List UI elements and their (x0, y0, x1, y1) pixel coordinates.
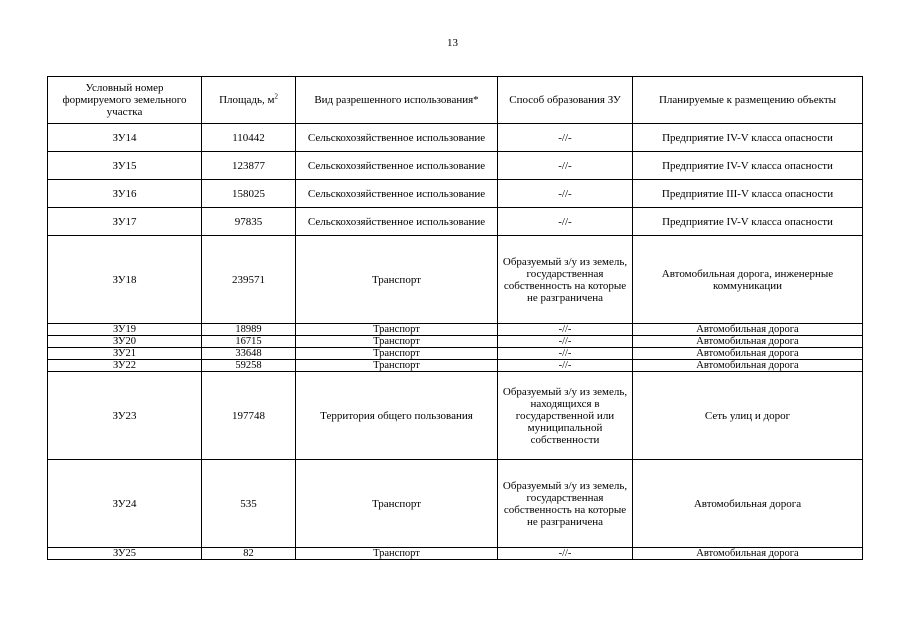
cell-planned-objects: Автомобильная дорога, инженерные коммуникации (633, 236, 863, 324)
cell-area: 33648 (202, 348, 296, 360)
cell-area: 110442 (202, 124, 296, 152)
header-area (202, 77, 296, 124)
header-area-unit-exponent: 2 (274, 92, 278, 101)
table-header-row (48, 77, 863, 124)
cell-formation-method: -//- (498, 324, 633, 336)
cell-formation-method: -//- (498, 348, 633, 360)
cell-permitted-use: Сельскохозяйственное использование (296, 124, 498, 152)
cell-plot-number: ЗУ15 (48, 152, 202, 180)
cell-plot-number: ЗУ16 (48, 180, 202, 208)
cell-permitted-use: Сельскохозяйственное использование (296, 180, 498, 208)
cell-planned-objects: Сеть улиц и дорог (633, 372, 863, 460)
cell-formation-method: -//- (498, 180, 633, 208)
table-row (48, 348, 863, 360)
cell-formation-method: -//- (498, 208, 633, 236)
cell-formation-method: Образуемый з/у из земель, государственная собственность на которые не разграничена (498, 236, 633, 324)
cell-permitted-use: Транспорт (296, 548, 498, 560)
page-number: 13 (447, 37, 458, 49)
cell-plot-number: ЗУ17 (48, 208, 202, 236)
header-plot-number: Условный номер формируемого земельного участка (48, 77, 202, 124)
cell-formation-method: -//- (498, 336, 633, 348)
cell-plot-number: ЗУ18 (48, 236, 202, 324)
cell-permitted-use: Транспорт (296, 460, 498, 548)
cell-plot-number: ЗУ23 (48, 372, 202, 460)
cell-plot-number: ЗУ25 (48, 548, 202, 560)
table-row (48, 372, 863, 460)
cell-permitted-use: Транспорт (296, 336, 498, 348)
table-row (48, 152, 863, 180)
cell-plot-number: ЗУ14 (48, 124, 202, 152)
cell-formation-method: -//- (498, 152, 633, 180)
table-row (48, 360, 863, 372)
cell-area: 535 (202, 460, 296, 548)
cell-planned-objects: Автомобильная дорога (633, 460, 863, 548)
cell-plot-number: ЗУ22 (48, 360, 202, 372)
header-formation-method: Способ образования ЗУ (498, 77, 633, 124)
table-row (48, 236, 863, 324)
cell-permitted-use: Транспорт (296, 348, 498, 360)
table-row (48, 208, 863, 236)
table-row (48, 180, 863, 208)
cell-area: 16715 (202, 336, 296, 348)
cell-planned-objects: Предприятие III-V класса опасности (633, 180, 863, 208)
cell-planned-objects: Автомобильная дорога (633, 336, 863, 348)
cell-planned-objects: Предприятие IV-V класса опасности (633, 208, 863, 236)
cell-permitted-use: Территория общего пользования (296, 372, 498, 460)
land-plots-table (47, 76, 863, 560)
cell-formation-method: -//- (498, 548, 633, 560)
cell-permitted-use: Сельскохозяйственное использование (296, 152, 498, 180)
cell-formation-method: Образуемый з/у из земель, государственная собственность на которые не разграничена (498, 460, 633, 548)
cell-plot-number: ЗУ24 (48, 460, 202, 548)
cell-area: 158025 (202, 180, 296, 208)
cell-planned-objects: Автомобильная дорога (633, 348, 863, 360)
cell-area: 197748 (202, 372, 296, 460)
cell-area: 82 (202, 548, 296, 560)
cell-area: 59258 (202, 360, 296, 372)
cell-area: 239571 (202, 236, 296, 324)
cell-area: 18989 (202, 324, 296, 336)
cell-planned-objects: Автомобильная дорога (633, 324, 863, 336)
cell-planned-objects: Автомобильная дорога (633, 360, 863, 372)
header-permitted-use: Вид разрешенного использования* (296, 77, 498, 124)
table-row (48, 324, 863, 336)
table-row (48, 124, 863, 152)
table-row (48, 460, 863, 548)
header-area-label: Площадь, м (219, 94, 275, 106)
cell-permitted-use: Транспорт (296, 360, 498, 372)
cell-formation-method: Образуемый з/у из земель, находящихся в государственной или муниципальной собственности (498, 372, 633, 460)
cell-planned-objects: Предприятие IV-V класса опасности (633, 152, 863, 180)
cell-formation-method: -//- (498, 124, 633, 152)
cell-area: 123877 (202, 152, 296, 180)
cell-planned-objects: Автомобильная дорога (633, 548, 863, 560)
cell-planned-objects: Предприятие IV-V класса опасности (633, 124, 863, 152)
cell-permitted-use: Транспорт (296, 236, 498, 324)
table-row (48, 548, 863, 560)
cell-plot-number: ЗУ19 (48, 324, 202, 336)
cell-plot-number: ЗУ20 (48, 336, 202, 348)
cell-formation-method: -//- (498, 360, 633, 372)
header-planned-objects: Планируемые к размещению объекты (633, 77, 863, 124)
table-row (48, 336, 863, 348)
cell-area: 97835 (202, 208, 296, 236)
cell-permitted-use: Транспорт (296, 324, 498, 336)
cell-plot-number: ЗУ21 (48, 348, 202, 360)
cell-permitted-use: Сельскохозяйственное использование (296, 208, 498, 236)
